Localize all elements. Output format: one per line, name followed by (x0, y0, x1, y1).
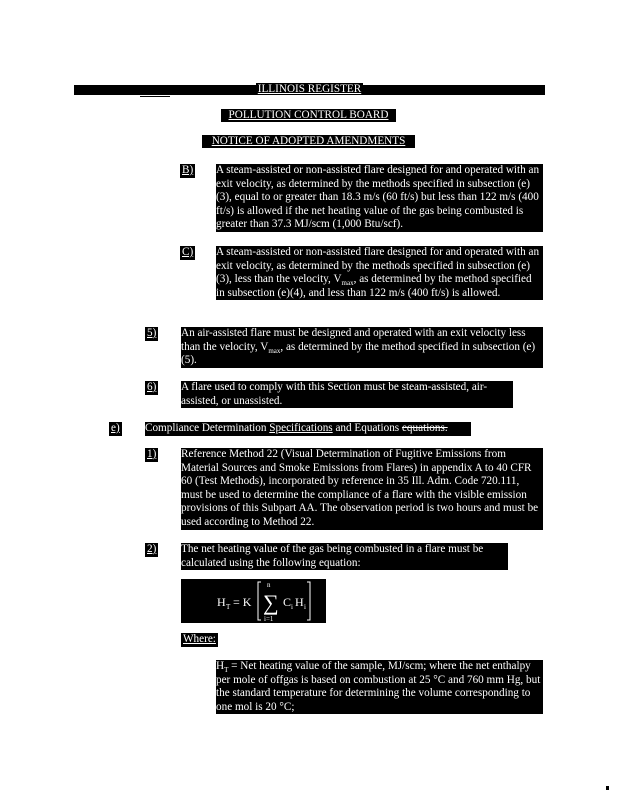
item-2-text: The net heating value of the gas being combusted in a flare must be calculated using the following equation: (181, 543, 508, 570)
scan-speck (140, 96, 170, 97)
item-2-label: 2) (147, 543, 157, 555)
item-c-text: A steam-assisted or non-assisted flare designed for and operated with an exit velocity, as determined by the methods specified in subsection (e)(3), less than the velocity, $V_{max}$, as determined by the method specified in subsection (e)(4), and less than 122 m/s (400 ft/s) is allowed. (216, 246, 543, 300)
item-5-text: An air-assisted flare must be designed and operated with an exit velocity less than the velocity, $V_{max}$, as determined by the method specified in subsection (e)(5). (181, 327, 543, 368)
where-definition: $H_T$ = Net heating value of the sample, MJ/scm; where the net enthalpy per mole of offgas is based on combustion at 25 °C and 760 mm Hg, but the standard temperature for determining the volume corresponding to one mol is 20 °C; (216, 660, 543, 714)
item-5-label: 5) (147, 327, 157, 339)
svg-text:∑: ∑ (263, 590, 279, 615)
equation-graphic (181, 579, 326, 623)
item-e-label: e) (111, 422, 120, 434)
svg-text:C: C (283, 595, 292, 609)
item-e-heading: Compliance Determination Specifications and Equations equations. (145, 422, 471, 436)
where-label: Where: (183, 633, 216, 645)
svg-text:i=1: i=1 (264, 615, 274, 623)
item-1-text: Reference Method 22 (Visual Determination of Fugitive Emissions from Material Sources and Smoke Emissions from Flares) in appendix A to 40 CFR 60 (Test Methods), incorporated by reference in 35 Ill. Adm. Code 720.111, must be used to determine the compliance of a flare with the visible emission provisions of this Subpart AA. The observation period is two hours and must be used according to Method 22. (181, 448, 543, 530)
item-6-label: 6) (147, 381, 157, 393)
svg-text:H: H (295, 595, 304, 609)
item-6-text: A flare used to comply with this Section must be steam-assisted, air-assisted, or unassisted. (181, 381, 513, 408)
register-title: ILLINOIS REGISTER (257, 83, 362, 95)
svg-text:T: T (226, 603, 231, 611)
svg-text:i: i (291, 603, 293, 611)
board-title: POLLUTION CONTROL BOARD (221, 109, 396, 122)
svg-text:= K: = K (233, 595, 252, 609)
svg-text:i: i (304, 603, 306, 611)
heating-value-equation (181, 579, 326, 623)
item-1-label: 1) (147, 448, 157, 460)
item-c-label: C) (182, 246, 194, 258)
svg-text:H: H (217, 595, 226, 609)
svg-text:n: n (267, 581, 271, 589)
item-b-label: B) (182, 164, 194, 176)
notice-title: NOTICE OF ADOPTED AMENDMENTS (202, 135, 415, 148)
item-b-text: A steam-assisted or non-assisted flare designed for and operated with an exit velocity, as determined by the methods specified in subsection (e)(3), equal to or greater than 18.3 m/s (60 ft/s) but less than 122 m/s (400 ft/s) is allowed if the net heating value of the gas being combusted is greater than 37.3 MJ/scm (1,000 Btu/scf). (216, 164, 543, 232)
scan-speck (606, 786, 609, 790)
